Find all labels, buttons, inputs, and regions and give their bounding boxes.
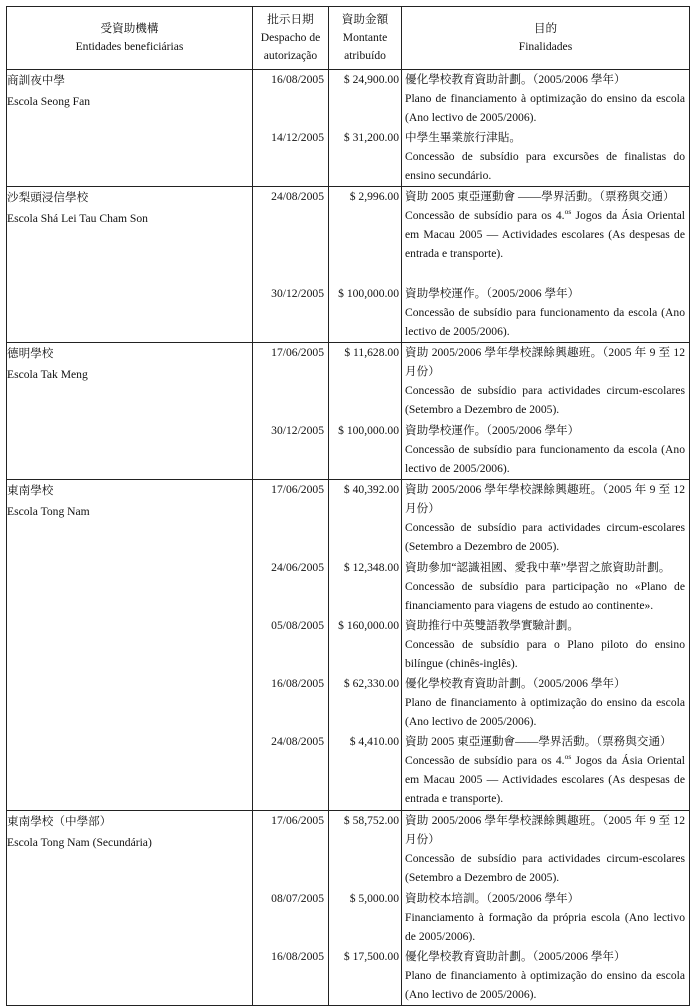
grant-purpose: [402, 187, 689, 284]
grant-amount: $ 62,330.00: [343, 677, 399, 690]
purpose-pt: Financiamento à formação da própria escola (Ano lectivo de 2005/2006).: [405, 911, 685, 943]
header-entity: [7, 7, 253, 70]
grant-purpose: [402, 421, 689, 479]
grant-date: 24/08/2005: [271, 735, 324, 748]
purpose-cell: [402, 343, 690, 480]
amount-cell: [329, 70, 402, 187]
purpose-cell: [402, 811, 690, 1006]
entity-cell: [7, 480, 253, 811]
header-date: [253, 7, 329, 70]
grant-amount: $ 24,900.00: [343, 73, 399, 86]
header-entity-pt: Entidades beneficiárias: [75, 40, 184, 53]
purpose-pt: Concessão de subsídio para actividades circum-escolares (Setembro a Dezembro de 2005).: [405, 384, 685, 416]
purpose-zh: 資助參加“認識祖國、愛我中華”學習之旅資助計劃。: [405, 561, 671, 574]
ordinal-suffix: os: [564, 207, 572, 217]
purpose-zh: 優化學校教育資助計劃。（2005/2006 學年）: [405, 950, 626, 963]
purpose-pt-rest: Jogos da Ásia Oriental em Macau 2005 — Actividades escolares (As despesas de entrada e transporte).: [405, 754, 685, 805]
purpose-pt: Concessão de subsídio para actividades circum-escolares (Setembro a Dezembro de 2005).: [405, 852, 685, 884]
table-header: [7, 7, 690, 70]
table-row: [7, 343, 690, 480]
entity-cell: [7, 70, 253, 187]
grant-date: 16/08/2005: [271, 73, 324, 86]
grant-date: 08/07/2005: [271, 892, 324, 905]
grant-date: 30/12/2005: [271, 287, 324, 300]
grant-date: 17/06/2005: [271, 814, 324, 827]
grant-purpose: [402, 732, 689, 810]
header-purpose: [402, 7, 690, 70]
entity-name-zh: 德明學校: [7, 347, 54, 360]
grant-purpose: [402, 811, 689, 889]
entity-name-pt: Escola Tong Nam (Secundária): [7, 836, 152, 849]
grant-amount: $ 100,000.00: [338, 287, 399, 300]
purpose-zh: 資助學校運作。（2005/2006 學年）: [405, 287, 580, 300]
header-amount-zh: 資助金額: [341, 13, 389, 26]
purpose-pt: Concessão de subsídio para funcionamento da escola (Ano lectivo de 2005/2006).: [405, 443, 685, 475]
grant-purpose: [402, 70, 689, 128]
header-amount-pt1: Montante: [342, 31, 388, 44]
entity-name-zh: 東南學校: [7, 484, 54, 497]
entity-name-pt: Escola Shá Lei Tau Cham Son: [7, 212, 148, 225]
ordinal-suffix: os: [564, 752, 572, 762]
header-entity-zh: 受資助機構: [100, 22, 159, 35]
header-purpose-zh: 目的: [533, 22, 558, 35]
amount-cell: [329, 480, 402, 811]
purpose-zh: 資助 2005/2006 學年學校課餘興趣班。（2005 年 9 至 12 月份）: [405, 483, 685, 515]
purpose-cell: [402, 187, 690, 343]
grant-date: 30/12/2005: [271, 424, 324, 437]
grant-date: 16/08/2005: [271, 950, 324, 963]
grants-table: [6, 6, 690, 1006]
purpose-zh: 資助推行中英雙語教學實驗計劃。: [405, 619, 579, 632]
purpose-pt: Concessão de subsídio para participação no «Plano de financiamento para viagens de estudo ao continente».: [405, 580, 685, 612]
purpose-zh: 優化學校教育資助計劃。（2005/2006 學年）: [405, 677, 626, 690]
grant-amount: $ 2,996.00: [349, 190, 399, 203]
header-amount-pt2: atribuído: [344, 49, 386, 62]
grant-date: 05/08/2005: [271, 619, 324, 632]
purpose-zh: 中學生畢業旅行津貼。: [405, 131, 521, 144]
purpose-pt-rest: Jogos da Ásia Oriental em Macau 2005 — Actividades escolares (As despesas de entrada e transporte).: [405, 209, 685, 260]
grant-amount: $ 40,392.00: [343, 483, 399, 496]
purpose-zh: 資助學校運作。（2005/2006 學年）: [405, 424, 580, 437]
grant-amount: $ 17,500.00: [343, 950, 399, 963]
grant-amount: $ 160,000.00: [338, 619, 399, 632]
purpose-pt: Plano de financiamento à optimização do ensino da escola (Ano lectivo de 2005/2006).: [405, 92, 685, 124]
table-row: [7, 811, 690, 1006]
purpose-pt: Plano de financiamento à optimização do ensino da escola (Ano lectivo de 2005/2006).: [405, 696, 685, 728]
grant-purpose: [402, 480, 689, 558]
purpose-pt-prefix: Concessão de subsídio para os 4.: [405, 209, 565, 222]
purpose-zh: 資助 2005 東亞運動會——學界活動。（票務與交通）: [405, 735, 672, 748]
entity-name-zh: 商訓夜中學: [7, 74, 65, 87]
purpose-zh: 資助 2005/2006 學年學校課餘興趣班。（2005 年 9 至 12 月份）: [405, 346, 685, 378]
entity-cell: [7, 811, 253, 1006]
date-cell: [253, 187, 329, 343]
header-purpose-pt: Finalidades: [518, 40, 573, 53]
table-body: [7, 70, 690, 1006]
purpose-cell: [402, 480, 690, 811]
grant-amount: $ 12,348.00: [343, 561, 399, 574]
purpose-zh: 資助 2005 東亞運動會 ——學界活動。（票務與交通）: [405, 190, 675, 203]
grant-purpose: [402, 284, 689, 342]
grant-purpose: [402, 947, 689, 1005]
grant-purpose: [402, 674, 689, 732]
date-cell: [253, 70, 329, 187]
purpose-pt: Concessão de subsídio para funcionamento da escola (Ano lectivo de 2005/2006).: [405, 306, 685, 338]
grant-date: 16/08/2005: [271, 677, 324, 690]
header-amount: [329, 7, 402, 70]
grant-date: 17/06/2005: [271, 346, 324, 359]
header-date-pt2: autorização: [263, 49, 318, 62]
purpose-pt: Concessão de subsídio para o Plano piloto do ensino bilíngue (chinês-inglês).: [405, 638, 685, 670]
grant-date: 17/06/2005: [271, 483, 324, 496]
purpose-pt-prefix: Concessão de subsídio para os 4.: [405, 754, 565, 767]
entity-name-pt: Escola Tong Nam: [7, 505, 90, 518]
amount-cell: [329, 187, 402, 343]
entity-name-pt: Escola Seong Fan: [7, 95, 91, 108]
table-row: [7, 187, 690, 343]
entity-name-pt: Escola Tak Meng: [7, 368, 88, 381]
purpose-pt: [405, 206, 685, 263]
grant-amount: $ 100,000.00: [338, 424, 399, 437]
grant-date: 24/08/2005: [271, 190, 324, 203]
grant-amount: $ 11,628.00: [344, 346, 399, 359]
grant-purpose: [402, 889, 689, 947]
date-cell: [253, 811, 329, 1006]
grant-purpose: [402, 128, 689, 186]
purpose-pt: Concessão de subsídio para excursões de finalistas do ensino secundário.: [405, 150, 685, 182]
grant-amount: $ 5,000.00: [349, 892, 399, 905]
grant-purpose: [402, 558, 689, 616]
grant-purpose: [402, 343, 689, 421]
amount-cell: [329, 343, 402, 480]
grant-amount: $ 4,410.00: [349, 735, 399, 748]
purpose-zh: 優化學校教育資助計劃。（2005/2006 學年）: [405, 73, 626, 86]
grant-date: 14/12/2005: [271, 131, 324, 144]
amount-cell: [329, 811, 402, 1006]
table-row: [7, 70, 690, 187]
grant-amount: $ 31,200.00: [343, 131, 399, 144]
grant-purpose: [402, 616, 689, 674]
purpose-pt: Plano de financiamento à optimização do ensino da escola (Ano lectivo de 2005/2006).: [405, 969, 685, 1001]
purpose-pt: Concessão de subsídio para actividades circum-escolares (Setembro a Dezembro de 2005).: [405, 521, 685, 553]
date-cell: [253, 343, 329, 480]
purpose-zh: 資助 2005/2006 學年學校課餘興趣班。（2005 年 9 至 12 月份）: [405, 814, 685, 846]
table-row: [7, 480, 690, 811]
date-cell: [253, 480, 329, 811]
entity-name-zh: 沙梨頭浸信學校: [7, 191, 89, 204]
grant-date: 24/06/2005: [271, 561, 324, 574]
grant-amount: $ 58,752.00: [343, 814, 399, 827]
entity-cell: [7, 343, 253, 480]
purpose-zh: 資助校本培訓。（2005/2006 學年）: [405, 892, 580, 905]
purpose-cell: [402, 70, 690, 187]
header-date-pt1: Despacho de: [260, 31, 321, 44]
purpose-pt: [405, 751, 685, 808]
entity-cell: [7, 187, 253, 343]
entity-name-zh: 東南學校（中學部）: [7, 815, 112, 828]
header-date-zh: 批示日期: [267, 13, 314, 26]
